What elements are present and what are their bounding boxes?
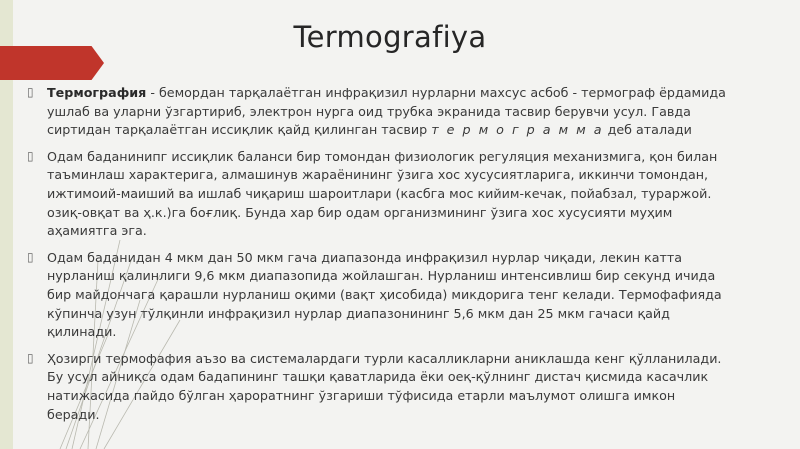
slide-title: Termografiya (293, 20, 487, 54)
term-thermogram: т е р м о г р а м м а (431, 122, 604, 138)
slide-content (27, 84, 787, 432)
paragraph-1 (27, 84, 787, 140)
bullet-icon: ▯ (27, 85, 34, 99)
paragraph-text: Одам баданидан 4 мкм дан 50 мкм гача диапазонда инфрақизил нурлар чиқади, лекин катта нурланиш қалинлиги 9,6 мкм диапазопида жойлашган. Нурланиш интенсивлиш бир секунд ичида бир майдончага қарашли нурланиш оқими (вақт ҳисобида) микдорига тенг келади. Термофафияда кўпинча узун тўлқинли инфрақизил нурлар диапазонининг 5,6 мкм дан 25 мкм гачаси қайд қилинади. (47, 249, 722, 340)
paragraph-1-body: - бемордан тарқалаётган инфрақизил нурларни махсус асбоб - термограф ёрдамида ушлаб ва уларни ўзгартириб, электрон нурга оид трубка экранида тасвир берувчи усул. Гавда сиртидан тарқалаётган иссиқлик қайд қилинган тасвир (47, 85, 726, 138)
bullet-icon: ▯ (27, 148, 34, 163)
bullet-icon: ▯ (27, 249, 34, 264)
paragraph-1-end: деб аталади (603, 122, 692, 138)
paragraph-3 (27, 249, 787, 342)
term-heading: Термография (47, 85, 147, 100)
paragraph-text (47, 84, 787, 140)
paragraph-4 (27, 350, 787, 424)
paragraph-text: Ҳозирги термофафия аъзо ва системалардаги турли касалликларни аниклашда кенг қўлланилади. Бу усул айниқса одам бадапининг ташқи қаватларида ёки оеқ-қўлнинг дистач қисмида касачлик натижасида пайдо бўлган ҳароратнинг ўзгариши тўфисида етарли маълумот олишга имкон беради. (47, 350, 722, 422)
paragraph-2 (27, 148, 787, 241)
paragraph-text: Одам баданинипг иссиқлик баланси бир томондан физиологик регуляция механизмига, қон билан таъминлаш характерига, алмашинув жараёнининг ўзига хос хусусиятларига, иккинчи томондан, ижтимоий-маиший ва ишлаб чиқариш шароитлари (касбга мос кийим-кечак, пойабзал, тураржой. озиқ-овқат ва ҳ.к.)га боғлиқ. Бунда хар бир одам организмининг ўзига хос хусусияти муҳим аҳамиятга эга. (47, 148, 718, 239)
bullet-icon: ▯ (27, 350, 34, 365)
